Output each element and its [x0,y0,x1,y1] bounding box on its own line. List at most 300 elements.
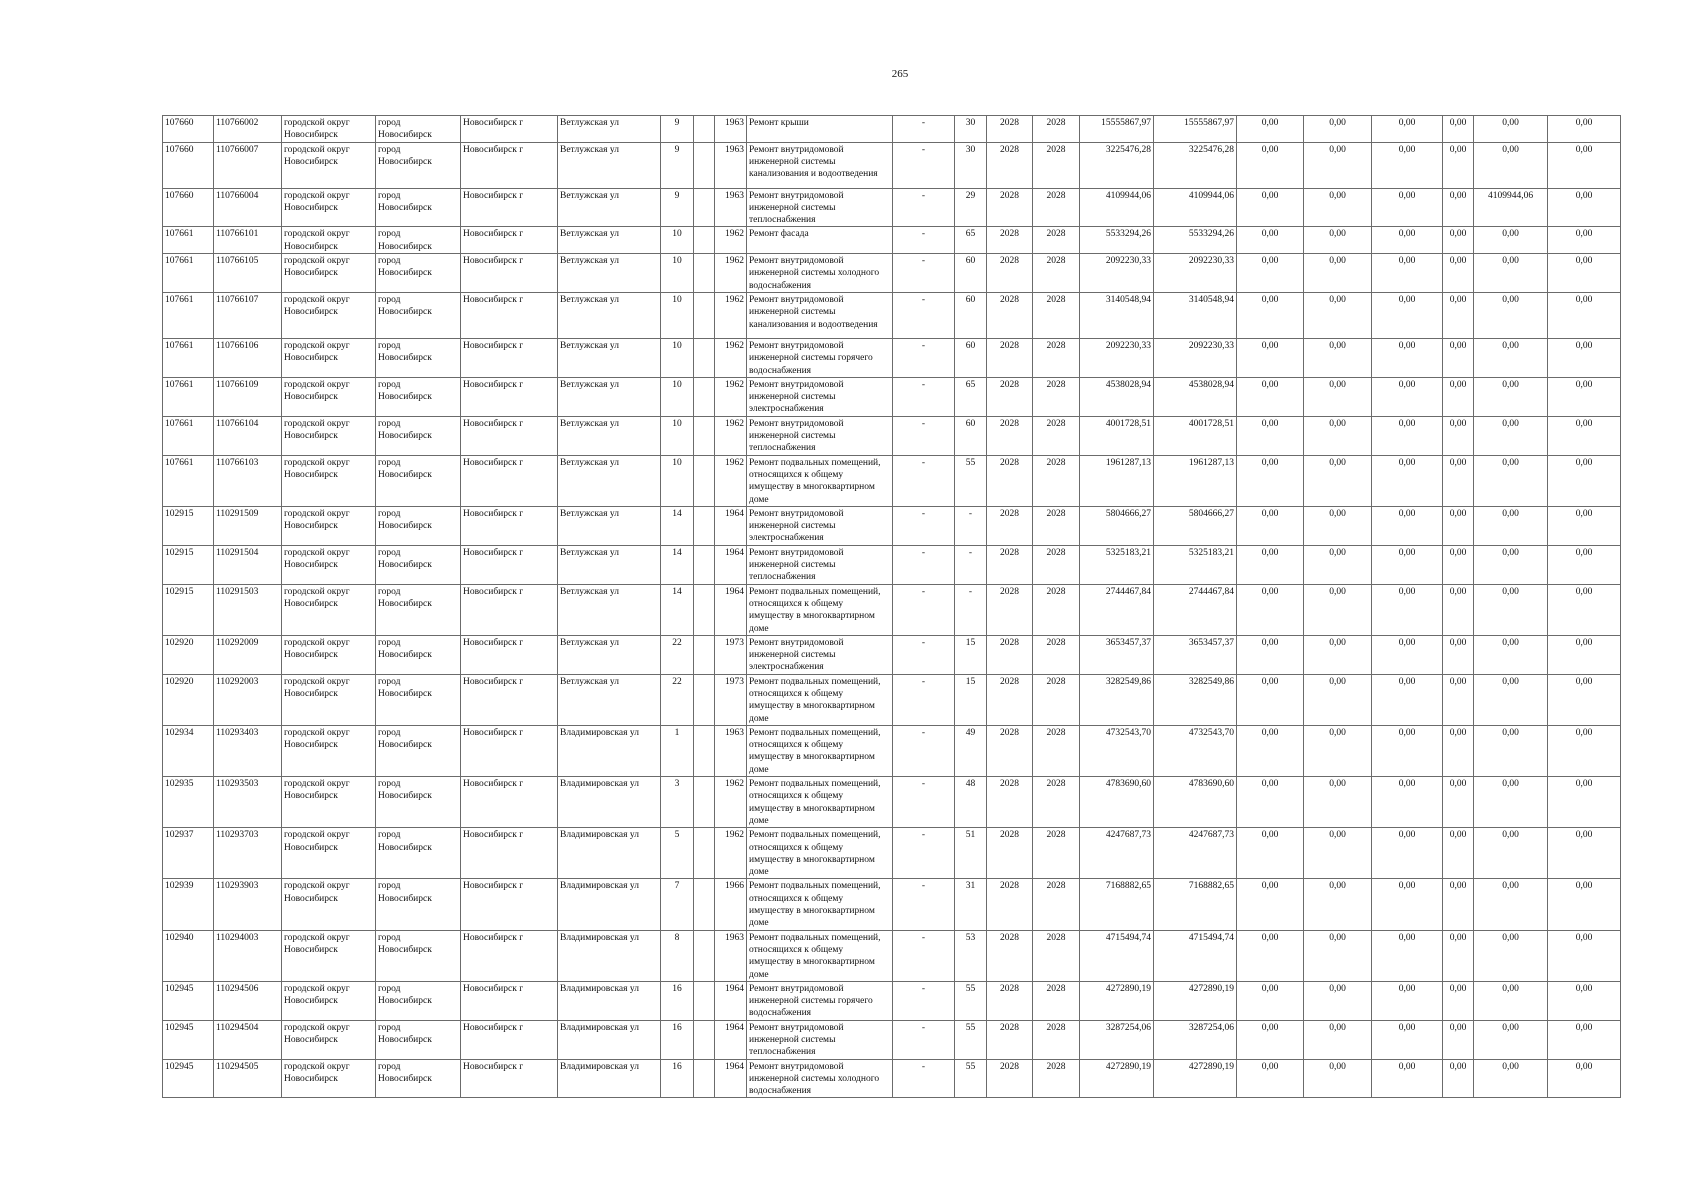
cell-building [694,455,715,506]
cell-municipality: городской округ Новосибирск [282,292,376,338]
cell-fund-other: 0,00 [1443,188,1474,227]
cell-street: Ветлужская ул [558,545,661,584]
cell-settlement: город Новосибирск [376,116,461,143]
cell-fund-federal: 0,00 [1237,227,1304,254]
cell-work-id: 110291509 [214,506,282,545]
cell-record-id: 102945 [163,1020,214,1059]
cell-fund-regional: 0,00 [1304,455,1372,506]
cell-building [694,981,715,1020]
cell-building [694,254,715,293]
cell-wear-percent: - [955,545,987,584]
cell-fund-regional: 0,00 [1304,777,1372,828]
cell-plan-year-from: 2028 [987,981,1033,1020]
cell-work-id: 110766105 [214,254,282,293]
cell-total-cost: 4272890,19 [1080,1059,1154,1098]
table-row [163,142,1621,188]
cell-empty-col: - [893,292,955,338]
cell-fund-reserve: 0,00 [1548,1020,1621,1059]
cell-record-id: 102937 [163,828,214,879]
cell-empty-col: - [893,455,955,506]
table-row [163,777,1621,828]
cell-wear-percent: 48 [955,777,987,828]
table-row [163,377,1621,416]
cell-built-year: 1962 [715,455,747,506]
cell-work-type: Ремонт внутридомовой инженерной системы канализования и водоотведения [747,142,893,188]
cell-plan-year-from: 2028 [987,1059,1033,1098]
cell-fund-owners: 0,00 [1474,545,1548,584]
cell-work-id: 110766101 [214,227,282,254]
cell-city: Новосибирск г [461,674,558,725]
cell-work-type: Ремонт внутридомовой инженерной системы теплоснабжения [747,416,893,455]
cell-plan-year-to: 2028 [1033,338,1080,377]
cell-empty-col: - [893,584,955,635]
cell-built-year: 1962 [715,227,747,254]
cell-wear-percent: 15 [955,674,987,725]
cell-fund-local: 0,00 [1372,506,1443,545]
cell-fund-owners: 0,00 [1474,416,1548,455]
cell-street: Владимировская ул [558,879,661,930]
cell-empty-col: - [893,142,955,188]
cell-fund-federal: 0,00 [1237,116,1304,143]
cell-plan-year-from: 2028 [987,545,1033,584]
cell-fund-regional: 0,00 [1304,725,1372,776]
cell-record-id: 102915 [163,584,214,635]
cell-street: Ветлужская ул [558,116,661,143]
cell-wear-percent: 15 [955,635,987,674]
cell-city: Новосибирск г [461,584,558,635]
cell-work-id: 110291503 [214,584,282,635]
cell-house-number: 14 [661,584,694,635]
cell-plan-year-to: 2028 [1033,1020,1080,1059]
cell-empty-col: - [893,828,955,879]
cell-fund-owners: 0,00 [1474,116,1548,143]
cell-work-type: Ремонт внутридомовой инженерной системы электроснабжения [747,635,893,674]
cell-fund-regional: 0,00 [1304,584,1372,635]
table-row [163,545,1621,584]
cell-plan-year-from: 2028 [987,116,1033,143]
cell-house-number: 22 [661,635,694,674]
cell-municipality: городской округ Новосибирск [282,545,376,584]
table-row [163,725,1621,776]
cell-fund-federal: 0,00 [1237,828,1304,879]
cell-total-cost: 4715494,74 [1080,930,1154,981]
cell-fund-reserve: 0,00 [1548,227,1621,254]
cell-fund-federal: 0,00 [1237,879,1304,930]
cell-work-type: Ремонт внутридомовой инженерной системы холодного водоснабжения [747,1059,893,1098]
cell-fund-regional: 0,00 [1304,338,1372,377]
table-row [163,981,1621,1020]
cell-fund-other: 0,00 [1443,777,1474,828]
cell-house-number: 3 [661,777,694,828]
cell-fund-other: 0,00 [1443,292,1474,338]
cell-record-id: 107661 [163,292,214,338]
cell-cost-sum: 2744467,84 [1154,584,1237,635]
cell-built-year: 1964 [715,981,747,1020]
cell-total-cost: 4783690,60 [1080,777,1154,828]
cell-street: Владимировская ул [558,981,661,1020]
cell-city: Новосибирск г [461,828,558,879]
cell-city: Новосибирск г [461,777,558,828]
cell-cost-sum: 4109944,06 [1154,188,1237,227]
cell-plan-year-from: 2028 [987,674,1033,725]
cell-city: Новосибирск г [461,635,558,674]
cell-work-id: 110292009 [214,635,282,674]
cell-fund-owners: 0,00 [1474,377,1548,416]
cell-work-type: Ремонт подвальных помещений, относящихся к общему имуществу в многоквартирном доме [747,777,893,828]
cell-total-cost: 1961287,13 [1080,455,1154,506]
cell-record-id: 107661 [163,227,214,254]
cell-fund-federal: 0,00 [1237,674,1304,725]
cell-fund-other: 0,00 [1443,930,1474,981]
cell-fund-other: 0,00 [1443,981,1474,1020]
cell-record-id: 102945 [163,1059,214,1098]
cell-built-year: 1966 [715,879,747,930]
cell-work-type: Ремонт фасада [747,227,893,254]
cell-total-cost: 3653457,37 [1080,635,1154,674]
cell-fund-owners: 0,00 [1474,725,1548,776]
cell-wear-percent: 49 [955,725,987,776]
cell-built-year: 1963 [715,725,747,776]
cell-built-year: 1962 [715,377,747,416]
cell-fund-reserve: 0,00 [1548,506,1621,545]
cell-fund-owners: 0,00 [1474,142,1548,188]
cell-built-year: 1964 [715,545,747,584]
cell-city: Новосибирск г [461,188,558,227]
cell-fund-reserve: 0,00 [1548,1059,1621,1098]
table-row [163,116,1621,143]
cell-fund-reserve: 0,00 [1548,725,1621,776]
cell-fund-other: 0,00 [1443,338,1474,377]
cell-fund-regional: 0,00 [1304,254,1372,293]
cell-fund-federal: 0,00 [1237,292,1304,338]
cell-empty-col: - [893,338,955,377]
cell-fund-other: 0,00 [1443,879,1474,930]
cell-fund-reserve: 0,00 [1548,674,1621,725]
cell-city: Новосибирск г [461,142,558,188]
cell-wear-percent: 29 [955,188,987,227]
cell-fund-owners: 0,00 [1474,879,1548,930]
cell-fund-federal: 0,00 [1237,254,1304,293]
cell-building [694,116,715,143]
cell-fund-regional: 0,00 [1304,292,1372,338]
cell-municipality: городской округ Новосибирск [282,879,376,930]
cell-built-year: 1962 [715,828,747,879]
cell-fund-reserve: 0,00 [1548,828,1621,879]
cell-wear-percent: 55 [955,981,987,1020]
cell-street: Ветлужская ул [558,254,661,293]
cell-municipality: городской округ Новосибирск [282,227,376,254]
cell-plan-year-to: 2028 [1033,188,1080,227]
cell-work-id: 110766002 [214,116,282,143]
cell-cost-sum: 3225476,28 [1154,142,1237,188]
cell-empty-col: - [893,416,955,455]
cell-fund-reserve: 0,00 [1548,879,1621,930]
cell-plan-year-to: 2028 [1033,828,1080,879]
cell-house-number: 8 [661,930,694,981]
table-row [163,338,1621,377]
cell-fund-owners: 0,00 [1474,674,1548,725]
cell-plan-year-from: 2028 [987,338,1033,377]
cell-city: Новосибирск г [461,1059,558,1098]
cell-city: Новосибирск г [461,879,558,930]
cell-fund-owners: 0,00 [1474,930,1548,981]
cell-plan-year-from: 2028 [987,142,1033,188]
cell-fund-other: 0,00 [1443,506,1474,545]
cell-fund-regional: 0,00 [1304,981,1372,1020]
cell-fund-other: 0,00 [1443,674,1474,725]
cell-built-year: 1964 [715,506,747,545]
cell-city: Новосибирск г [461,725,558,776]
cell-fund-federal: 0,00 [1237,635,1304,674]
cell-house-number: 10 [661,292,694,338]
cell-building [694,506,715,545]
cell-work-id: 110766103 [214,455,282,506]
cell-fund-reserve: 0,00 [1548,455,1621,506]
cell-street: Владимировская ул [558,725,661,776]
cell-building [694,777,715,828]
cell-plan-year-from: 2028 [987,1020,1033,1059]
cell-fund-reserve: 0,00 [1548,292,1621,338]
cell-fund-reserve: 0,00 [1548,930,1621,981]
cell-plan-year-from: 2028 [987,584,1033,635]
cell-fund-local: 0,00 [1372,584,1443,635]
cell-fund-reserve: 0,00 [1548,142,1621,188]
table-body [163,116,1621,1098]
cell-building [694,725,715,776]
cell-fund-regional: 0,00 [1304,1020,1372,1059]
cell-cost-sum: 4272890,19 [1154,981,1237,1020]
cell-total-cost: 2092230,33 [1080,254,1154,293]
cell-cost-sum: 2092230,33 [1154,338,1237,377]
cell-settlement: город Новосибирск [376,635,461,674]
cell-cost-sum: 4783690,60 [1154,777,1237,828]
cell-fund-reserve: 0,00 [1548,635,1621,674]
table-row [163,828,1621,879]
cell-fund-reserve: 0,00 [1548,188,1621,227]
cell-settlement: город Новосибирск [376,545,461,584]
cell-municipality: городской округ Новосибирск [282,1020,376,1059]
cell-fund-other: 0,00 [1443,545,1474,584]
cell-wear-percent: 30 [955,142,987,188]
cell-fund-other: 0,00 [1443,377,1474,416]
cell-plan-year-to: 2028 [1033,227,1080,254]
cell-built-year: 1964 [715,1020,747,1059]
cell-municipality: городской округ Новосибирск [282,584,376,635]
cell-municipality: городской округ Новосибирск [282,338,376,377]
cell-fund-regional: 0,00 [1304,142,1372,188]
cell-built-year: 1963 [715,142,747,188]
cell-fund-other: 0,00 [1443,1059,1474,1098]
cell-plan-year-from: 2028 [987,828,1033,879]
cell-record-id: 102920 [163,635,214,674]
cell-fund-other: 0,00 [1443,828,1474,879]
cell-cost-sum: 4538028,94 [1154,377,1237,416]
cell-empty-col: - [893,1059,955,1098]
cell-settlement: город Новосибирск [376,338,461,377]
cell-empty-col: - [893,116,955,143]
cell-record-id: 102939 [163,879,214,930]
cell-building [694,584,715,635]
cell-fund-owners: 0,00 [1474,777,1548,828]
cell-fund-other: 0,00 [1443,1020,1474,1059]
cell-built-year: 1963 [715,116,747,143]
cell-built-year: 1962 [715,777,747,828]
cell-settlement: город Новосибирск [376,377,461,416]
cell-fund-other: 0,00 [1443,635,1474,674]
cell-plan-year-from: 2028 [987,188,1033,227]
cell-municipality: городской округ Новосибирск [282,930,376,981]
cell-plan-year-from: 2028 [987,254,1033,293]
cell-total-cost: 4732543,70 [1080,725,1154,776]
cell-cost-sum: 15555867,97 [1154,116,1237,143]
cell-cost-sum: 3140548,94 [1154,292,1237,338]
cell-work-type: Ремонт внутридомовой инженерной системы электроснабжения [747,506,893,545]
cell-fund-other: 0,00 [1443,227,1474,254]
cell-built-year: 1963 [715,188,747,227]
cell-city: Новосибирск г [461,455,558,506]
cell-fund-other: 0,00 [1443,584,1474,635]
cell-total-cost: 7168882,65 [1080,879,1154,930]
cell-municipality: городской округ Новосибирск [282,777,376,828]
cell-plan-year-from: 2028 [987,292,1033,338]
cell-work-id: 110766007 [214,142,282,188]
cell-empty-col: - [893,674,955,725]
cell-municipality: городской округ Новосибирск [282,188,376,227]
cell-wear-percent: 60 [955,338,987,377]
cell-plan-year-from: 2028 [987,227,1033,254]
cell-empty-col: - [893,254,955,293]
cell-fund-local: 0,00 [1372,725,1443,776]
cell-work-id: 110291504 [214,545,282,584]
cell-plan-year-from: 2028 [987,377,1033,416]
cell-fund-other: 0,00 [1443,455,1474,506]
cell-house-number: 14 [661,545,694,584]
cell-cost-sum: 2092230,33 [1154,254,1237,293]
cell-municipality: городской округ Новосибирск [282,635,376,674]
cell-fund-regional: 0,00 [1304,116,1372,143]
cell-building [694,1020,715,1059]
cell-building [694,188,715,227]
cell-plan-year-to: 2028 [1033,981,1080,1020]
cell-settlement: город Новосибирск [376,1020,461,1059]
cell-wear-percent: - [955,584,987,635]
cell-work-id: 110294003 [214,930,282,981]
cell-settlement: город Новосибирск [376,188,461,227]
cell-record-id: 107661 [163,455,214,506]
cell-fund-reserve: 0,00 [1548,545,1621,584]
cell-wear-percent: 65 [955,377,987,416]
cell-wear-percent: 65 [955,227,987,254]
cell-street: Ветлужская ул [558,292,661,338]
cell-plan-year-to: 2028 [1033,674,1080,725]
cell-municipality: городской округ Новосибирск [282,506,376,545]
cell-cost-sum: 4732543,70 [1154,725,1237,776]
cell-wear-percent: 31 [955,879,987,930]
cell-total-cost: 3140548,94 [1080,292,1154,338]
table-row [163,227,1621,254]
cell-work-id: 110294506 [214,981,282,1020]
cell-cost-sum: 4001728,51 [1154,416,1237,455]
cell-building [694,635,715,674]
cell-city: Новосибирск г [461,416,558,455]
cell-settlement: город Новосибирск [376,777,461,828]
cell-fund-federal: 0,00 [1237,584,1304,635]
cell-fund-other: 0,00 [1443,416,1474,455]
cell-settlement: город Новосибирск [376,725,461,776]
cell-municipality: городской округ Новосибирск [282,142,376,188]
table-row [163,254,1621,293]
cell-record-id: 102934 [163,725,214,776]
cell-wear-percent: - [955,506,987,545]
cell-fund-federal: 0,00 [1237,338,1304,377]
cell-fund-owners: 0,00 [1474,254,1548,293]
cell-settlement: город Новосибирск [376,981,461,1020]
cell-municipality: городской округ Новосибирск [282,1059,376,1098]
cell-fund-local: 0,00 [1372,254,1443,293]
cell-fund-other: 0,00 [1443,254,1474,293]
cell-fund-regional: 0,00 [1304,545,1372,584]
cell-fund-federal: 0,00 [1237,377,1304,416]
cell-cost-sum: 4272890,19 [1154,1059,1237,1098]
cell-work-id: 110766109 [214,377,282,416]
cell-cost-sum: 5533294,26 [1154,227,1237,254]
cell-work-type: Ремонт подвальных помещений, относящихся к общему имуществу в многоквартирном доме [747,725,893,776]
cell-city: Новосибирск г [461,338,558,377]
cell-fund-local: 0,00 [1372,879,1443,930]
cell-settlement: город Новосибирск [376,828,461,879]
cell-house-number: 9 [661,188,694,227]
cell-fund-owners: 4109944,06 [1474,188,1548,227]
cell-settlement: город Новосибирск [376,930,461,981]
cell-house-number: 10 [661,455,694,506]
cell-fund-owners: 0,00 [1474,981,1548,1020]
cell-city: Новосибирск г [461,254,558,293]
cell-record-id: 107661 [163,377,214,416]
cell-street: Ветлужская ул [558,142,661,188]
cell-record-id: 107661 [163,338,214,377]
table-row [163,930,1621,981]
cell-fund-local: 0,00 [1372,292,1443,338]
cell-plan-year-to: 2028 [1033,254,1080,293]
cell-fund-regional: 0,00 [1304,506,1372,545]
cell-street: Ветлужская ул [558,416,661,455]
cell-street: Ветлужская ул [558,455,661,506]
cell-building [694,416,715,455]
cell-municipality: городской округ Новосибирск [282,725,376,776]
cell-fund-federal: 0,00 [1237,545,1304,584]
cell-plan-year-to: 2028 [1033,635,1080,674]
cell-built-year: 1964 [715,1059,747,1098]
cell-fund-regional: 0,00 [1304,635,1372,674]
cell-building [694,828,715,879]
cell-settlement: город Новосибирск [376,455,461,506]
cell-building [694,1059,715,1098]
cell-wear-percent: 60 [955,416,987,455]
cell-total-cost: 5325183,21 [1080,545,1154,584]
cell-street: Владимировская ул [558,1020,661,1059]
cell-fund-local: 0,00 [1372,981,1443,1020]
cell-work-id: 110293903 [214,879,282,930]
cell-building [694,227,715,254]
cell-city: Новосибирск г [461,930,558,981]
cell-cost-sum: 3653457,37 [1154,635,1237,674]
cell-plan-year-to: 2028 [1033,416,1080,455]
cell-plan-year-to: 2028 [1033,142,1080,188]
cell-fund-regional: 0,00 [1304,188,1372,227]
cell-street: Владимировская ул [558,1059,661,1098]
cell-city: Новосибирск г [461,227,558,254]
cell-total-cost: 2744467,84 [1080,584,1154,635]
